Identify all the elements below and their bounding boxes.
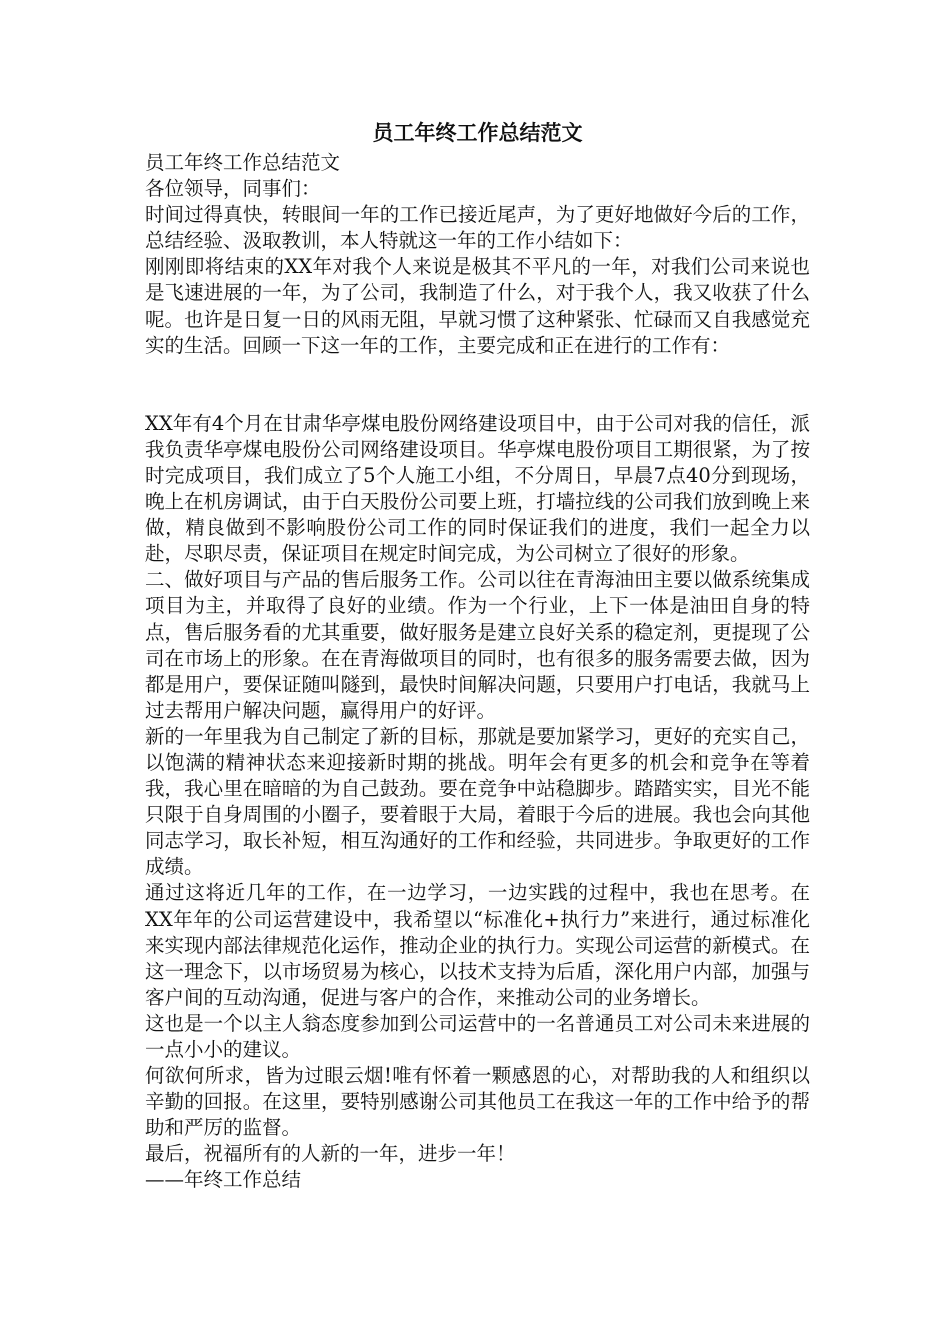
- paragraph-goals: 新的一年里我为自己制定了新的目标，那就是要加紧学习，更好的充实自己，以饱满的精神状态来迎接新时期的挑战。明年会有更多的机会和竞争在等着我，我心里在暗暗的为自己鼓劲。要在竞争中站稳脚步。踏踏实实，目光不能只限于自身周围的小圈子，要着眼于大局，着眼于今后的进展。我也会向其他同志学习，取长补短，相互沟通好的工作和经验，共同进步。争取更好的工作成绩。: [145, 724, 810, 879]
- document-title: 员工年终工作总结范文: [372, 121, 583, 145]
- paragraph-overview: 刚刚即将结束的XX年对我个人来说是极其不平凡的一年，对我们公司来说也是飞速进展的一年，为了公司，我制造了什么，对于我个人，我又收获了什么呢。也许是日复一日的风雨无阻，早就习惯了这种紧张、忙碌而又自我感觉充实的生活。回顾一下这一年的工作，主要完成和正在进行的工作有：: [145, 255, 810, 357]
- paragraph-subtitle: 员工年终工作总结范文: [145, 151, 341, 174]
- paragraph-thanks: 何欲何所求，皆为过眼云烟!唯有怀着一颗感恩的心，对帮助我的人和组织以辛勤的回报。在这里，要特别感谢公司其他员工在我这一年的工作中给予的帮助和严厉的监督。: [145, 1064, 810, 1140]
- paragraph-closing: 最后，祝福所有的人新的一年，进步一年！: [145, 1142, 516, 1166]
- paragraph-suggestion: 这也是一个以主人翁态度参加到公司运营中的一名普通员工对公司未来进展的一点小小的建议。: [145, 1011, 810, 1061]
- paragraph-project: XX年有4个月在甘肃华亭煤电股份网络建设项目中，由于公司对我的信任，派我负责华亭煤电股份公司网络建设项目。华亭煤电股份项目工期很紧，为了按时完成项目，我们成立了5个人施工小组，不分周日，早晨7点40分到现场，晚上在机房调试，由于白天股份公司要上班，打墙拉线的公司我们放到晚上来做，精良做到不影响股份公司工作的同时保证我们的进度，我们一起全力以赴，尽职尽责，保证项目在规定时间完成，为公司树立了很好的形象。: [145, 411, 810, 566]
- paragraph-signature: ——年终工作总结: [145, 1168, 302, 1192]
- paragraph-intro: 时间过得真快，转眼间一年的工作已接近尾声，为了更好地做好今后的工作，总结经验、汲取教训，本人特就这一年的工作小结如下：: [145, 203, 810, 253]
- document-page: [145, 118, 810, 1194]
- paragraph-greeting: 各位领导，同事们：: [145, 177, 321, 201]
- paragraph-reflection: 通过这将近几年的工作，在一边学习，一边实践的过程中，我也在思考。在XX年年的公司运营建设中，我希望以“标准化+执行力”来进行，通过标准化来实现内部法律规范化运作，推动企业的执行力。实现公司运营的新模式。在这一理念下，以市场贸易为核心，以技术支持为后盾，深化用户内部，加强与客户间的互动沟通，促进与客户的合作，来推动公司的业务增长。: [145, 881, 810, 1009]
- blank-line: [145, 359, 810, 411]
- paragraph-service: 二、做好项目与产品的售后服务工作。公司以往在青海油田主要以做系统集成项目为主，并取得了良好的业绩。作为一个行业，上下一体是油田自身的特点，售后服务看的尤其重要，做好服务是建立良好关系的稳定剂，更提现了公司在市场上的形象。在在青海做项目的同时，也有很多的服务需要去做，因为都是用户，要保证随叫隧到，最快时间解决问题，只要用户打电话，我就马上过去帮用户解决问题，赢得用户的好评。: [145, 568, 810, 722]
